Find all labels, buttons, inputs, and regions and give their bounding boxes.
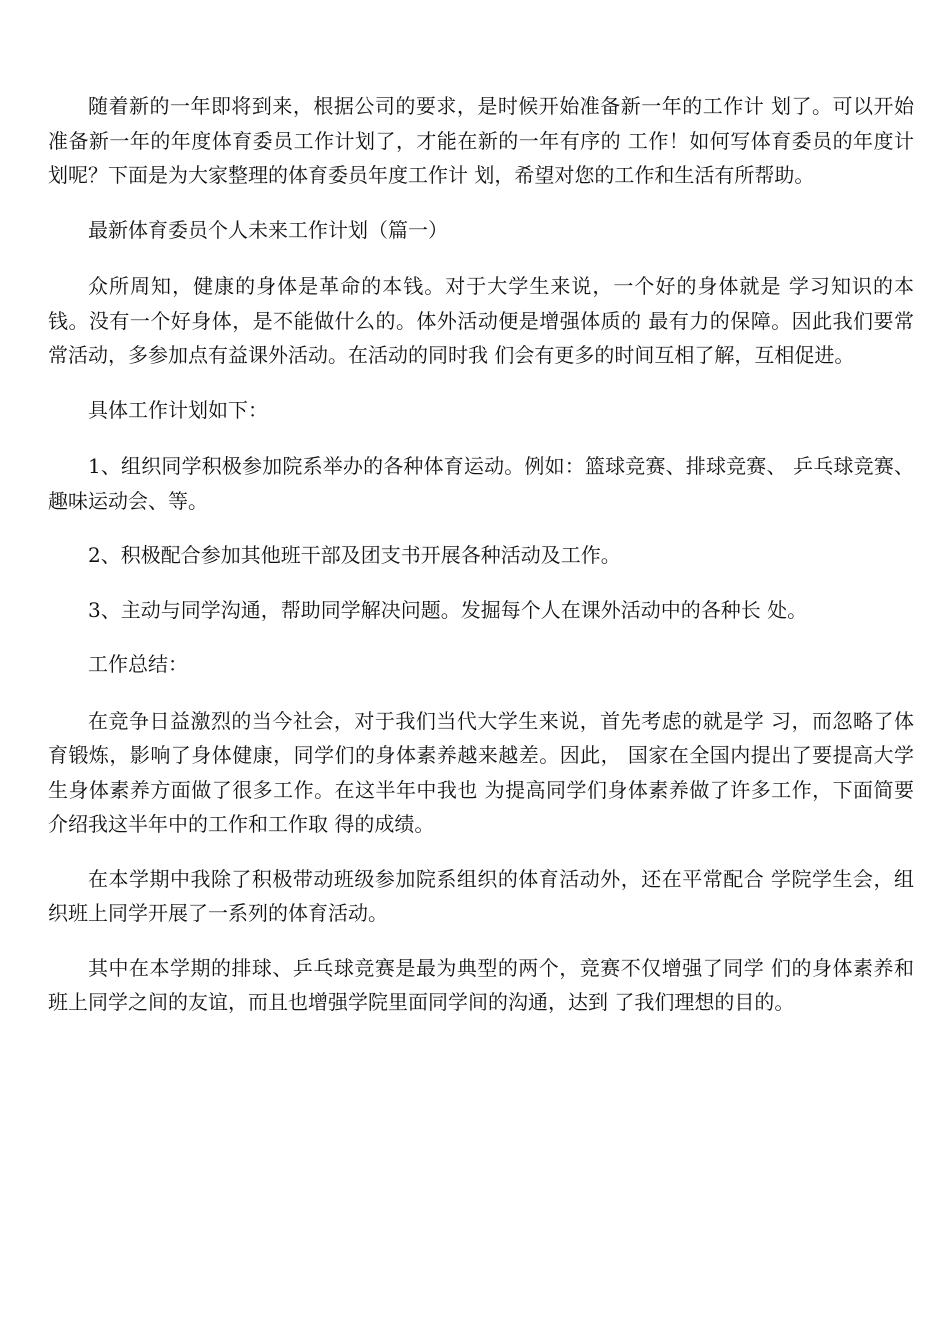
list-item: 1、组织同学积极参加院系举办的各种体育运动。例如：篮球竞赛、排球竞赛、 乒乓球竞赛、趣味运动会、等。	[48, 454, 914, 513]
subheading-summary: 工作总结：	[88, 652, 188, 676]
section-heading: 最新体育委员个人未来工作计划（篇一）	[88, 217, 448, 242]
intro-paragraph: 随着新的一年即将到来，根据公司的要求，是时候开始准备新一年的工作计 划了。可以开始准备新一年的年度体育委员工作计划了，才能在新的一年有序的 工作！如何写体育委员的年度计划呢？下面是为大家整理的体育委员年度工作计 划，希望对您的工作和生活有所帮助。	[48, 94, 914, 187]
body-paragraph: 在竞争日益激烈的当今社会，对于我们当代大学生来说，首先考虑的就是学 习，而忽略了体育锻炼，影响了身体健康，同学们的身体素养越来越差。因此， 国家在全国内提出了要提高大学生身体素养方面做了很多工作。在这半年中我也 为提高同学们身体素养做了许多工作，下面简要介绍我这半年中的工作和工作取 得的成绩。	[48, 708, 914, 836]
subheading-plan: 具体工作计划如下：	[88, 397, 268, 422]
document-body	[48, 89, 914, 1040]
body-paragraph: 其中在本学期的排球、乒乓球竞赛是最为典型的两个，竞赛不仅增强了同学 们的身体素养和班上同学之间的友谊，而且也增强学院里面同学间的沟通，达到 了我们理想的目的。	[48, 955, 914, 1014]
list-item: 3、主动与同学沟通，帮助同学解决问题。发掘每个人在课外活动中的各种长 处。	[88, 597, 808, 622]
body-paragraph: 在本学期中我除了积极带动班级参加院系组织的体育活动外，还在平常配合 学院学生会，组织班上同学开展了一系列的体育活动。	[48, 866, 914, 925]
body-paragraph: 众所周知，健康的身体是革命的本钱。对于大学生来说，一个好的身体就是 学习知识的本钱。没有一个好身体，是不能做什么的。体外活动便是增强体质的 最有力的保障。因此我们要常常活动，多参加点有益课外活动。在活动的同时我 们会有更多的时间互相了解，互相促进。	[48, 274, 914, 367]
list-item: 2、积极配合参加其他班干部及团支书开展各种活动及工作。	[88, 543, 621, 567]
